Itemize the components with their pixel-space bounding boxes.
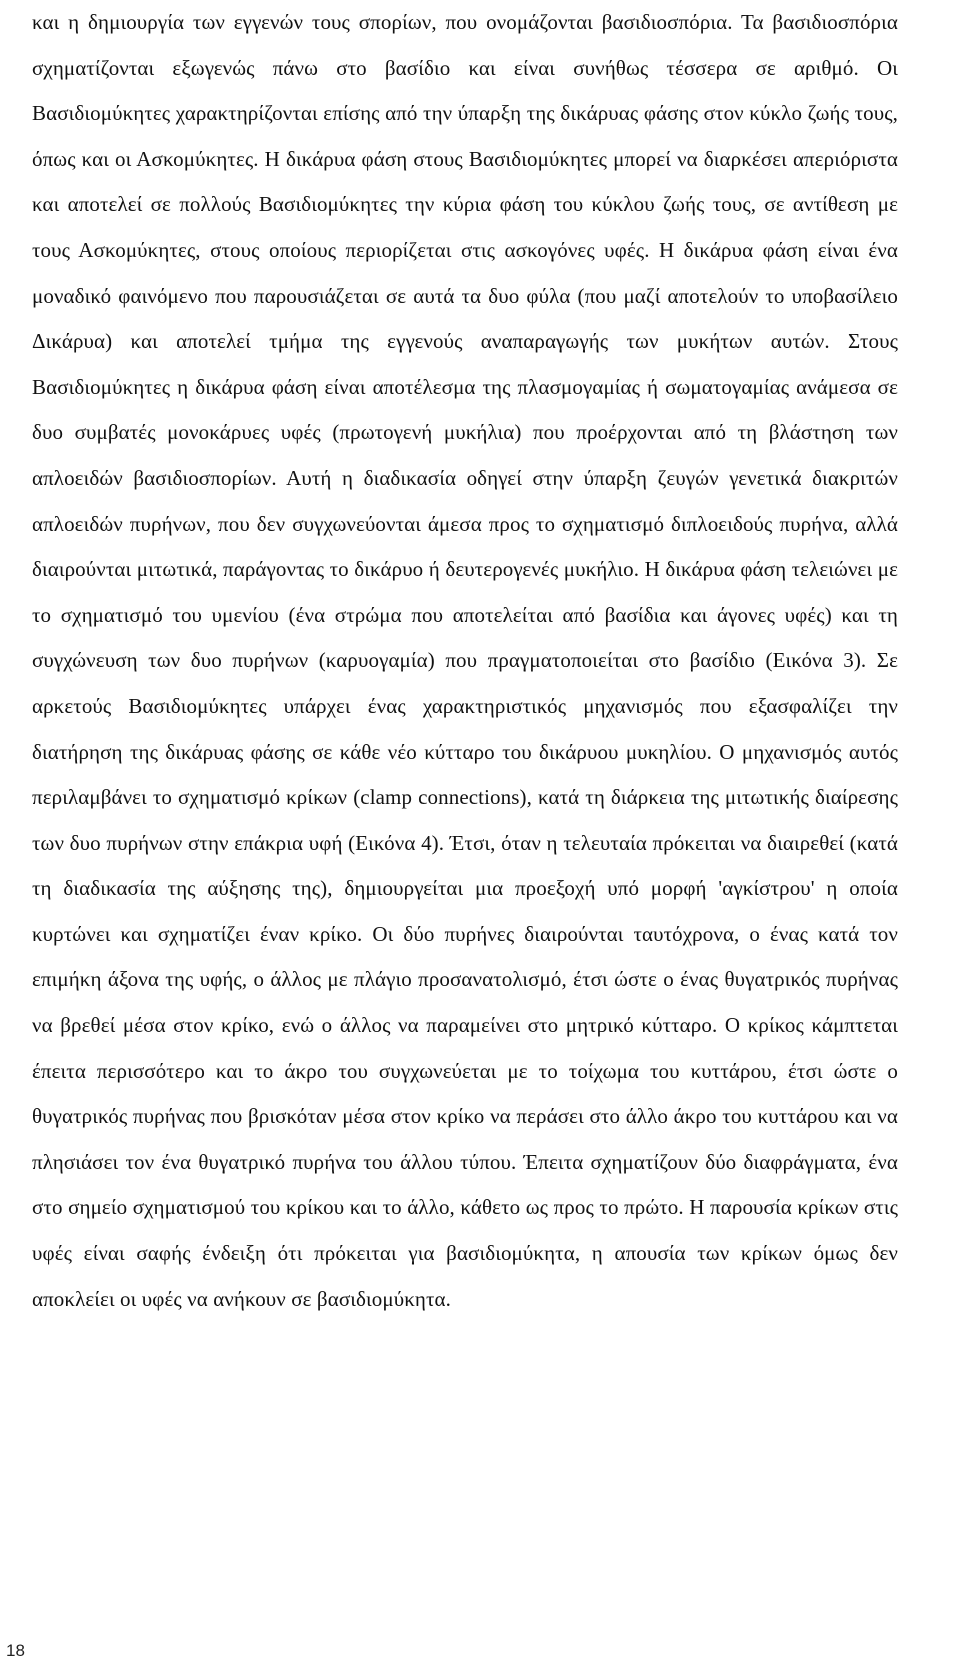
page-content xyxy=(32,0,898,1322)
page-number: 18 xyxy=(6,1641,25,1660)
body-paragraph: και η δημιουργία των εγγενών τους σπορίων, που ονομάζονται βασιδιοσπόρια. Τα βασιδιοσπόρια σχηματίζονται εξωγενώς πάνω στο βασίδιο και είναι συνήθως τέσσερα σε αριθμό. Οι Βασιδιομύκητες χαρακτηρίζονται επίσης από την ύπαρξη της δικάρυας φάσης στον κύκλο ζωής τους, όπως και οι Ασκομύκητες. Η δικάρυα φάση στους Βασιδιομύκητες μπορεί να διαρκέσει απεριόριστα και αποτελεί σε πολλούς Βασιδιομύκητες την κύρια φάση του κύκλου ζωής τους, σε αντίθεση με τους Ασκομύκητες, στους οποίους περιορίζεται στις ασκογόνες υφές. Η δικάρυα φάση είναι ένα μοναδικό φαινόμενο που παρουσιάζεται σε αυτά τα δυο φύλα (που μαζί αποτελούν το υποβασίλειο Δικάρυα) και αποτελεί τμήμα της εγγενούς αναπαραγωγής των μυκήτων αυτών. Στους Βασιδιομύκητες η δικάρυα φάση είναι αποτέλεσμα της πλασμογαμίας ή σωματογαμίας ανάμεσα σε δυο συμβατές μονοκάρυες υφές (πρωτογενή μυκήλια) που προέρχονται από τη βλάστηση των απλοειδών βασιδιοσπορίων. Αυτή η διαδικασία οδηγεί στην ύπαρξη ζευγών γενετικά διακριτών απλοειδών πυρήνων, που δεν συγχωνεύονται άμεσα προς το σχηματισμό διπλοειδούς πυρήνα, αλλά διαιρούνται μιτωτικά, παράγοντας το δικάρυο ή δευτερογενές μυκήλιο. Η δικάρυα φάση τελειώνει με το σχηματισμό του υμενίου (ένα στρώμα που αποτελείται από βασίδια και άγονες υφές) και τη συγχώνευση των δυο πυρήνων (καρυογαμία) που πραγματοποιείται στο βασίδιο (Εικόνα 3). Σε αρκετούς Βασιδιομύκητες υπάρχει ένας χαρακτηριστικός μηχανισμός που εξασφαλίζει την διατήρηση της δικάρυας φάσης σε κάθε νέο κύτταρο του δικάρυου μυκηλίου. Ο μηχανισμός αυτός περιλαμβάνει το σχηματισμό κρίκων (clamp connections), κατά τη διάρκεια της μιτωτικής διαίρεσης των δυο πυρήνων στην επάκρια υφή (Εικόνα 4). Έτσι, όταν η τελευταία πρόκειται να διαιρεθεί (κατά τη διαδικασία της αύξησης της), δημιουργείται μια προεξοχή υπό μορφή 'αγκίστρου' η οποία κυρτώνει και σχηματίζει έναν κρίκο. Οι δύο πυρήνες διαιρούνται ταυτόχρονα, ο ένας κατά τον επιμήκη άξονα της υφής, ο άλλος με πλάγιο προσανατολισμό, έτσι ώστε ο ένας θυγατρικός πυρήνας να βρεθεί μέσα στον κρίκο, ενώ ο άλλος να παραμείνει στο μητρικό κύτταρο. Ο κρίκος κάμπτεται έπειτα περισσότερο και το άκρο του συγχωνεύεται με το τοίχωμα του κυττάρου, έτσι ώστε ο θυγατρικός πυρήνας που βρισκόταν μέσα στον κρίκο να περάσει στο άλλο άκρο του κυττάρου και να πλησιάσει τον ένα θυγατρικό πυρήνα του άλλου τύπου. Έπειτα σχηματίζουν δύο διαφράγματα, ένα στο σημείο σχηματισμού του κρίκου και το άλλο, κάθετο ως προς το πρώτο. Η παρουσία κρίκων στις υφές είναι σαφής ένδειξη ότι πρόκειται για βασιδιομύκητα, η απουσία των κρίκων όμως δεν αποκλείει οι υφές να ανήκουν σε βασιδιομύκητα. xyxy=(32,10,898,1311)
